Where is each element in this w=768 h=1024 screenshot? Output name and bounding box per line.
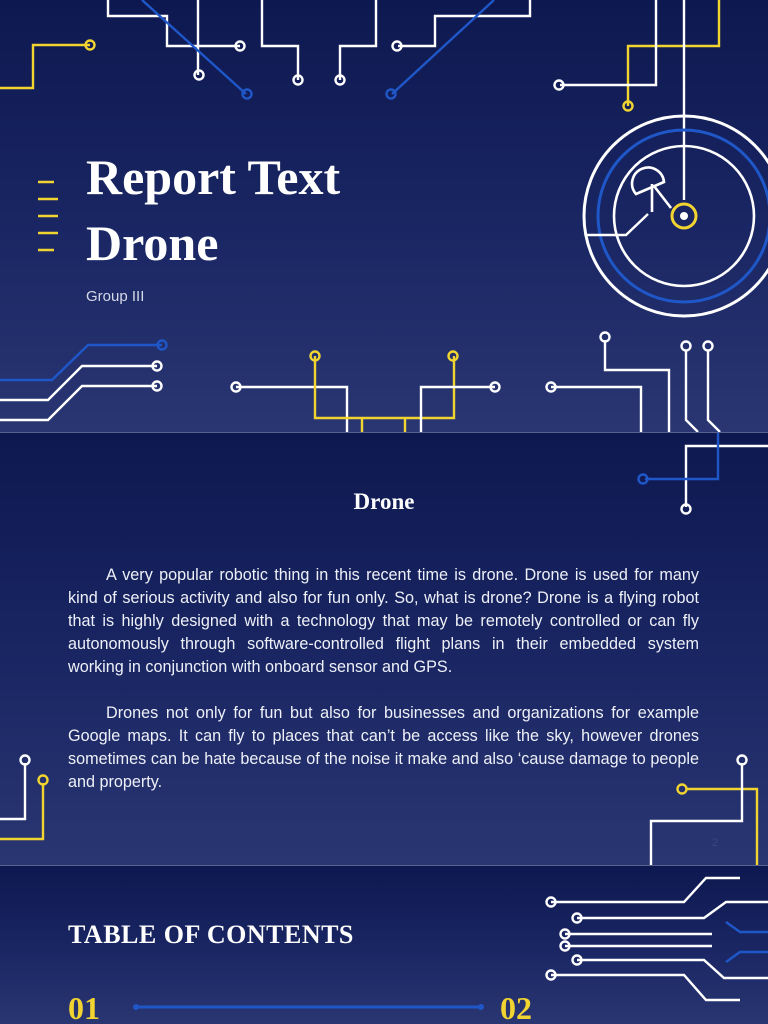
- slide-title: [86, 144, 340, 276]
- content-slide[interactable]: [0, 432, 768, 865]
- title-line-2: Drone: [86, 215, 219, 271]
- toc-item-02[interactable]: 02: [500, 990, 532, 1024]
- page-number: 2: [712, 837, 719, 849]
- slide-heading: Drone: [353, 489, 415, 514]
- title-slide[interactable]: [0, 0, 768, 432]
- paragraph-1: A very popular robotic thing in this recent time is drone. Drone is used for many kind of serious activity and also for fun only. So, what is drone? Drone is a flying robot that is highly designed with a technology that may be remotely controlled or can fly autonomously through software-controlled flight plans in their embedded system working in conjunction with onboard sensor and GPS.: [68, 566, 699, 676]
- toc-title: TABLE OF CONTENTS: [68, 920, 354, 949]
- paragraph-2: Drones not only for fun but also for businesses and organizations for example Google maps. It can fly to places that can’t be access like the sky, however drones sometimes can be hate because of the noise it make and also ‘cause damage to people and property.: [68, 704, 699, 791]
- toc-slide[interactable]: [0, 865, 768, 1024]
- title-line-1: Report Text: [86, 149, 341, 205]
- toc-item-01[interactable]: 01: [68, 990, 100, 1024]
- slide-subtitle: Group III: [86, 288, 145, 305]
